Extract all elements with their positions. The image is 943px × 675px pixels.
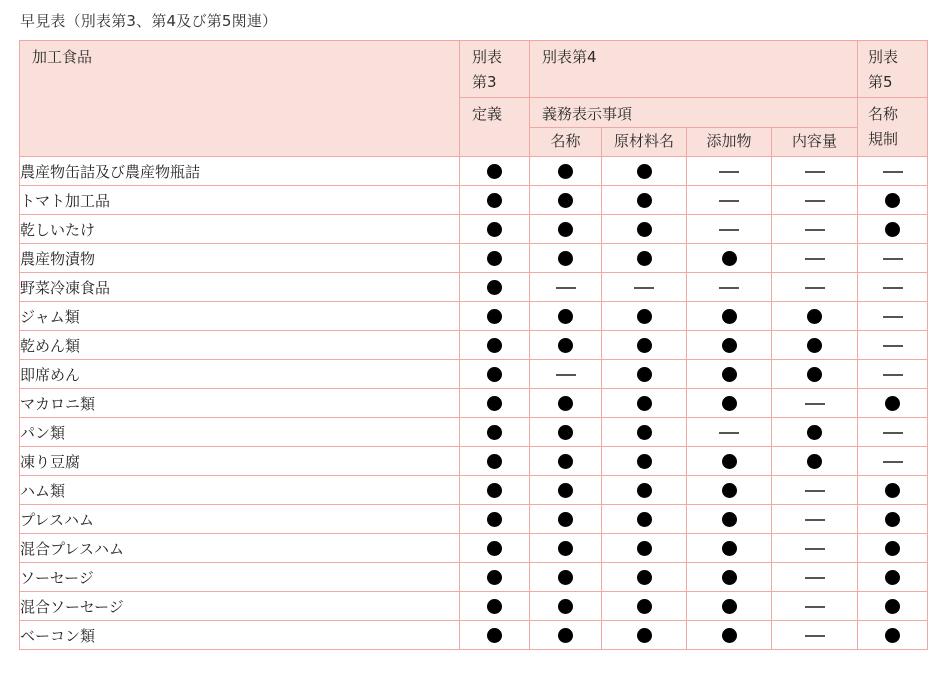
- food-name-cell: 凍り豆腐: [20, 447, 460, 476]
- mark-cell: [772, 273, 858, 302]
- mark-cell: [460, 505, 530, 534]
- dash-icon: [719, 229, 739, 231]
- table-row: [20, 244, 928, 273]
- mark-cell: [530, 331, 602, 360]
- mark-cell: [460, 621, 530, 650]
- filled-circle-icon: [487, 396, 502, 411]
- filled-circle-icon: [637, 454, 652, 469]
- dash-icon: [719, 171, 739, 173]
- filled-circle-icon: [487, 541, 502, 556]
- filled-circle-icon: [558, 338, 573, 353]
- filled-circle-icon: [885, 396, 900, 411]
- filled-circle-icon: [722, 570, 737, 585]
- food-name-cell: ベーコン類: [20, 621, 460, 650]
- food-name-cell: トマト加工品: [20, 186, 460, 215]
- mark-cell: [687, 389, 772, 418]
- filled-circle-icon: [487, 309, 502, 324]
- dash-icon: [883, 461, 903, 463]
- dash-icon: [805, 490, 825, 492]
- mark-cell: [687, 215, 772, 244]
- mark-cell: [460, 592, 530, 621]
- table-row: [20, 476, 928, 505]
- mark-cell: [858, 273, 928, 302]
- food-name-cell: パン類: [20, 418, 460, 447]
- filled-circle-icon: [637, 599, 652, 614]
- mark-cell: [772, 592, 858, 621]
- filled-circle-icon: [722, 628, 737, 643]
- dash-icon: [719, 200, 739, 202]
- filled-circle-icon: [722, 599, 737, 614]
- filled-circle-icon: [637, 367, 652, 382]
- dash-icon: [556, 374, 576, 376]
- dash-icon: [883, 316, 903, 318]
- filled-circle-icon: [637, 338, 652, 353]
- filled-circle-icon: [558, 164, 573, 179]
- food-name-cell: 即席めん: [20, 360, 460, 389]
- mark-cell: [530, 244, 602, 273]
- filled-circle-icon: [558, 396, 573, 411]
- mark-cell: [460, 186, 530, 215]
- mark-cell: [687, 244, 772, 273]
- filled-circle-icon: [885, 193, 900, 208]
- mark-cell: [602, 215, 687, 244]
- mark-cell: [858, 418, 928, 447]
- mark-cell: [687, 592, 772, 621]
- header-table5: 別表 第5: [858, 41, 928, 98]
- mark-cell: [602, 563, 687, 592]
- filled-circle-icon: [807, 454, 822, 469]
- mark-cell: [530, 418, 602, 447]
- table-row: [20, 592, 928, 621]
- mark-cell: [460, 476, 530, 505]
- mark-cell: [530, 534, 602, 563]
- filled-circle-icon: [637, 396, 652, 411]
- mark-cell: [687, 157, 772, 186]
- filled-circle-icon: [637, 164, 652, 179]
- mark-cell: [602, 186, 687, 215]
- filled-circle-icon: [885, 483, 900, 498]
- mark-cell: [858, 331, 928, 360]
- dash-icon: [634, 287, 654, 289]
- mark-cell: [530, 476, 602, 505]
- filled-circle-icon: [637, 309, 652, 324]
- dash-icon: [805, 519, 825, 521]
- header-table4: 別表第4: [530, 41, 858, 98]
- mark-cell: [858, 186, 928, 215]
- header-mandatory-labeling: 義務表示事項: [530, 98, 858, 128]
- filled-circle-icon: [558, 570, 573, 585]
- table-row: [20, 157, 928, 186]
- filled-circle-icon: [487, 483, 502, 498]
- mark-cell: [772, 447, 858, 476]
- dash-icon: [805, 229, 825, 231]
- filled-circle-icon: [558, 193, 573, 208]
- mark-cell: [687, 331, 772, 360]
- mark-cell: [460, 157, 530, 186]
- filled-circle-icon: [487, 222, 502, 237]
- mark-cell: [460, 331, 530, 360]
- filled-circle-icon: [487, 280, 502, 295]
- filled-circle-icon: [558, 454, 573, 469]
- mark-cell: [460, 563, 530, 592]
- filled-circle-icon: [637, 570, 652, 585]
- header-additives: 添加物: [687, 128, 772, 157]
- header-definition: 定義: [460, 98, 530, 157]
- mark-cell: [530, 447, 602, 476]
- mark-cell: [460, 447, 530, 476]
- mark-cell: [602, 389, 687, 418]
- food-name-cell: 乾めん類: [20, 331, 460, 360]
- dash-icon: [805, 606, 825, 608]
- mark-cell: [602, 331, 687, 360]
- dash-icon: [556, 287, 576, 289]
- mark-cell: [530, 360, 602, 389]
- filled-circle-icon: [722, 367, 737, 382]
- mark-cell: [460, 302, 530, 331]
- mark-cell: [772, 476, 858, 505]
- filled-circle-icon: [807, 338, 822, 353]
- table-row: [20, 215, 928, 244]
- mark-cell: [858, 447, 928, 476]
- filled-circle-icon: [885, 599, 900, 614]
- mark-cell: [858, 389, 928, 418]
- mark-cell: [858, 505, 928, 534]
- table-row: [20, 302, 928, 331]
- filled-circle-icon: [722, 483, 737, 498]
- filled-circle-icon: [487, 193, 502, 208]
- mark-cell: [772, 621, 858, 650]
- dash-icon: [883, 287, 903, 289]
- mark-cell: [602, 273, 687, 302]
- food-name-cell: 混合プレスハム: [20, 534, 460, 563]
- dash-icon: [719, 432, 739, 434]
- filled-circle-icon: [722, 338, 737, 353]
- table-row: [20, 360, 928, 389]
- mark-cell: [772, 505, 858, 534]
- mark-cell: [772, 534, 858, 563]
- mark-cell: [530, 273, 602, 302]
- dash-icon: [805, 403, 825, 405]
- table-row: [20, 418, 928, 447]
- food-name-cell: 農産物缶詰及び農産物瓶詰: [20, 157, 460, 186]
- filled-circle-icon: [558, 309, 573, 324]
- mark-cell: [772, 302, 858, 331]
- header-ingredients: 原材料名: [602, 128, 687, 157]
- filled-circle-icon: [637, 628, 652, 643]
- filled-circle-icon: [885, 222, 900, 237]
- header-content-amount: 内容量: [772, 128, 858, 157]
- mark-cell: [530, 157, 602, 186]
- dash-icon: [883, 171, 903, 173]
- dash-icon: [805, 287, 825, 289]
- mark-cell: [602, 592, 687, 621]
- filled-circle-icon: [722, 309, 737, 324]
- filled-circle-icon: [722, 454, 737, 469]
- dash-icon: [719, 287, 739, 289]
- filled-circle-icon: [807, 309, 822, 324]
- mark-cell: [460, 273, 530, 302]
- filled-circle-icon: [487, 367, 502, 382]
- mark-cell: [858, 621, 928, 650]
- table-row: [20, 389, 928, 418]
- mark-cell: [530, 215, 602, 244]
- filled-circle-icon: [637, 425, 652, 440]
- mark-cell: [530, 621, 602, 650]
- table-row: [20, 331, 928, 360]
- filled-circle-icon: [637, 512, 652, 527]
- mark-cell: [530, 186, 602, 215]
- mark-cell: [602, 418, 687, 447]
- mark-cell: [460, 389, 530, 418]
- header-table3: 別表 第3: [460, 41, 530, 98]
- filled-circle-icon: [487, 338, 502, 353]
- filled-circle-icon: [487, 512, 502, 527]
- dash-icon: [883, 345, 903, 347]
- table-row: [20, 186, 928, 215]
- dash-icon: [805, 635, 825, 637]
- dash-icon: [805, 258, 825, 260]
- dash-icon: [883, 432, 903, 434]
- table-row: [20, 447, 928, 476]
- filled-circle-icon: [885, 628, 900, 643]
- mark-cell: [772, 563, 858, 592]
- mark-cell: [460, 244, 530, 273]
- mark-cell: [460, 418, 530, 447]
- food-name-cell: ソーセージ: [20, 563, 460, 592]
- filled-circle-icon: [558, 628, 573, 643]
- filled-circle-icon: [558, 512, 573, 527]
- mark-cell: [772, 215, 858, 244]
- filled-circle-icon: [637, 222, 652, 237]
- mark-cell: [687, 563, 772, 592]
- filled-circle-icon: [487, 570, 502, 585]
- filled-circle-icon: [722, 541, 737, 556]
- mark-cell: [460, 215, 530, 244]
- header-name: 名称: [530, 128, 602, 157]
- mark-cell: [687, 505, 772, 534]
- filled-circle-icon: [487, 425, 502, 440]
- mark-cell: [687, 476, 772, 505]
- mark-cell: [460, 534, 530, 563]
- mark-cell: [687, 186, 772, 215]
- mark-cell: [530, 592, 602, 621]
- table-row: [20, 273, 928, 302]
- food-name-cell: ハム類: [20, 476, 460, 505]
- food-name-cell: 野菜冷凍食品: [20, 273, 460, 302]
- mark-cell: [530, 302, 602, 331]
- mark-cell: [460, 360, 530, 389]
- mark-cell: [772, 389, 858, 418]
- mark-cell: [687, 360, 772, 389]
- food-name-cell: 乾しいたけ: [20, 215, 460, 244]
- filled-circle-icon: [885, 512, 900, 527]
- filled-circle-icon: [637, 251, 652, 266]
- mark-cell: [858, 592, 928, 621]
- filled-circle-icon: [807, 425, 822, 440]
- mark-cell: [858, 244, 928, 273]
- dash-icon: [805, 548, 825, 550]
- mark-cell: [772, 244, 858, 273]
- dash-icon: [883, 258, 903, 260]
- mark-cell: [858, 215, 928, 244]
- page-title: 早見表（別表第3、第4及び第5関連）: [20, 12, 278, 30]
- mark-cell: [772, 331, 858, 360]
- filled-circle-icon: [722, 251, 737, 266]
- mark-cell: [858, 302, 928, 331]
- filled-circle-icon: [637, 483, 652, 498]
- food-name-cell: プレスハム: [20, 505, 460, 534]
- dash-icon: [805, 577, 825, 579]
- filled-circle-icon: [487, 628, 502, 643]
- mark-cell: [530, 563, 602, 592]
- filled-circle-icon: [487, 164, 502, 179]
- mark-cell: [602, 360, 687, 389]
- mark-cell: [772, 186, 858, 215]
- mark-cell: [602, 534, 687, 563]
- filled-circle-icon: [637, 541, 652, 556]
- mark-cell: [687, 418, 772, 447]
- mark-cell: [858, 360, 928, 389]
- quick-reference-table: [19, 40, 928, 650]
- mark-cell: [772, 157, 858, 186]
- mark-cell: [602, 447, 687, 476]
- filled-circle-icon: [487, 454, 502, 469]
- filled-circle-icon: [807, 367, 822, 382]
- filled-circle-icon: [885, 541, 900, 556]
- food-name-cell: 混合ソーセージ: [20, 592, 460, 621]
- table-row: [20, 563, 928, 592]
- mark-cell: [772, 360, 858, 389]
- filled-circle-icon: [558, 483, 573, 498]
- mark-cell: [530, 389, 602, 418]
- table-row: [20, 505, 928, 534]
- food-name-cell: マカロニ類: [20, 389, 460, 418]
- filled-circle-icon: [558, 251, 573, 266]
- filled-circle-icon: [487, 599, 502, 614]
- mark-cell: [858, 534, 928, 563]
- dash-icon: [805, 200, 825, 202]
- mark-cell: [602, 244, 687, 273]
- filled-circle-icon: [722, 396, 737, 411]
- mark-cell: [687, 447, 772, 476]
- mark-cell: [687, 621, 772, 650]
- dash-icon: [805, 171, 825, 173]
- mark-cell: [602, 157, 687, 186]
- filled-circle-icon: [487, 251, 502, 266]
- mark-cell: [602, 302, 687, 331]
- food-name-cell: 農産物漬物: [20, 244, 460, 273]
- mark-cell: [687, 302, 772, 331]
- mark-cell: [687, 534, 772, 563]
- dash-icon: [883, 374, 903, 376]
- header-name-regulation: 名称 規制: [858, 98, 928, 157]
- filled-circle-icon: [558, 541, 573, 556]
- filled-circle-icon: [558, 222, 573, 237]
- mark-cell: [602, 505, 687, 534]
- mark-cell: [858, 476, 928, 505]
- filled-circle-icon: [885, 570, 900, 585]
- food-name-cell: ジャム類: [20, 302, 460, 331]
- mark-cell: [530, 505, 602, 534]
- filled-circle-icon: [558, 425, 573, 440]
- filled-circle-icon: [637, 193, 652, 208]
- mark-cell: [858, 563, 928, 592]
- mark-cell: [602, 621, 687, 650]
- table-row: [20, 534, 928, 563]
- table-row: [20, 621, 928, 650]
- mark-cell: [858, 157, 928, 186]
- header-processed-food: 加工食品: [20, 41, 460, 157]
- mark-cell: [602, 476, 687, 505]
- mark-cell: [772, 418, 858, 447]
- mark-cell: [687, 273, 772, 302]
- filled-circle-icon: [722, 512, 737, 527]
- filled-circle-icon: [558, 599, 573, 614]
